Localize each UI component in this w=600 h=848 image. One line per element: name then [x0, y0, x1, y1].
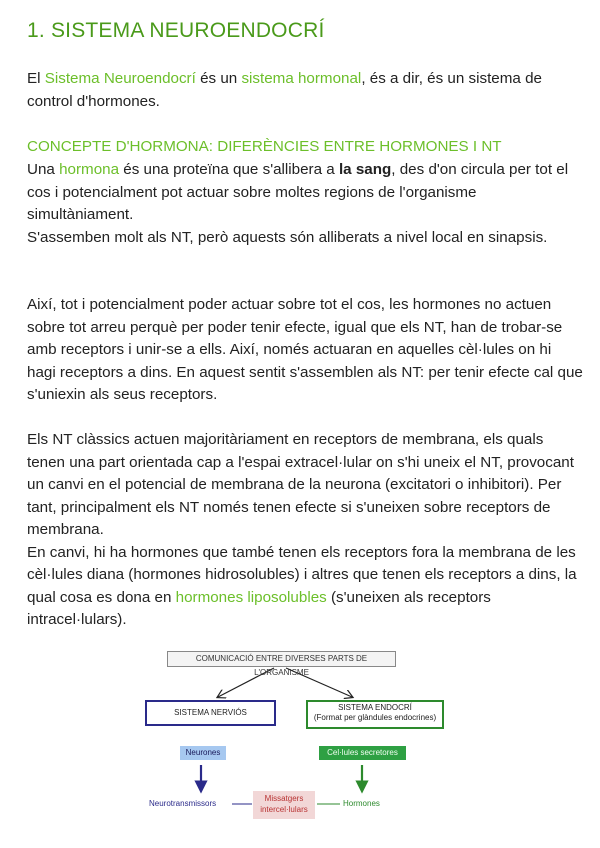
- nt-comparison-line: S'assemben molt als NT, però aquests són alliberats a nivel local en sinapsis.: [27, 228, 548, 246]
- highlight-sistema-hormonal: sistema hormonal: [241, 70, 362, 87]
- receptors-paragraph: Així, tot i potencialment poder actuar sobre tot el cos, les hormones no actuen sobre tot arreu perquè per poder tenir efecte, igual que els NT, han de trobar-se amb receptors i unir-se a ells. Així, només actuaran en aquelles cèl·lules on hi hagi receptors a dins. En aquest sentit s'assemblen als NT: per tenir efecte cal que s'uniexin als seus receptors.: [27, 296, 583, 403]
- hormona-definition-paragraph: Una hormona és una proteïna que s'allibera a la sang, des d'on circula per tot el cos i potencialment pot actuar sobre moltes regions de l'organisme simultàniament. S'assemben molt als NT, però aquests són alliberats a nivel local en sinapsis.: [27, 161, 569, 246]
- section-heading: CONCEPTE D'HORMONA: DIFERÈNCIES ENTRE HORMONES I NT: [27, 138, 502, 155]
- nt-receptors-paragraph: Els NT clàssics actuen majoritàriament en receptors de membrana, els quals tenen una part orientada cap a l'espai extracel·lular on s'hi uneix el NT, provocant un canvi en el potencial de membrana de la neurona (excitatori o inhibitori). Per tant, principalment els NT només tenen efecte si s'uneixen sobre receptors de membrana. En canvi, hi ha hormones que també tenen els receptors fora la membrana de les cèl·lules diana (hormones hidrosolubles) i altres que tenen els receptors a dins, la qual cosa es dona en hormones liposolubles (s'uneixen als receptors intracel·lulars).: [27, 431, 577, 628]
- missatgers-intercellulars-box: Missatgers intercel·lulars: [253, 791, 315, 819]
- sistema-nervios-box: SISTEMA NERVIÓS: [145, 700, 276, 726]
- sistema-endocri-title: SISTEMA ENDOCRÍ: [338, 703, 412, 712]
- bold-la-sang: la sang: [338, 161, 392, 178]
- highlight-hormones-liposolubles: hormones liposolubles: [175, 588, 327, 606]
- sistema-endocri-subtitle: (Format per glàndules endocrines): [313, 713, 437, 722]
- communication-box: COMUNICACIÓ ENTRE DIVERSES PARTS DE L'ORGANISME: [167, 651, 396, 667]
- neurotransmissors-label: Neurotransmissors: [149, 799, 217, 808]
- highlight-hormona: hormona: [59, 161, 120, 178]
- intro-paragraph: El Sistema Neuroendocrí és un sistema hormonal, és a dir, és un sistema de control d'hormones.: [27, 70, 542, 110]
- sistema-endocri-box: [306, 700, 444, 729]
- neurones-box: Neurones: [180, 746, 226, 760]
- communication-diagram: [126, 640, 463, 836]
- page-title: 1. SISTEMA NEUROENDOCRÍ: [27, 19, 325, 42]
- highlight-sistema-neuroendocri: Sistema Neuroendocrí: [44, 70, 196, 87]
- hormones-label: Hormones: [343, 799, 380, 808]
- celules-secretores-box: Cel·lules secretores: [319, 746, 406, 760]
